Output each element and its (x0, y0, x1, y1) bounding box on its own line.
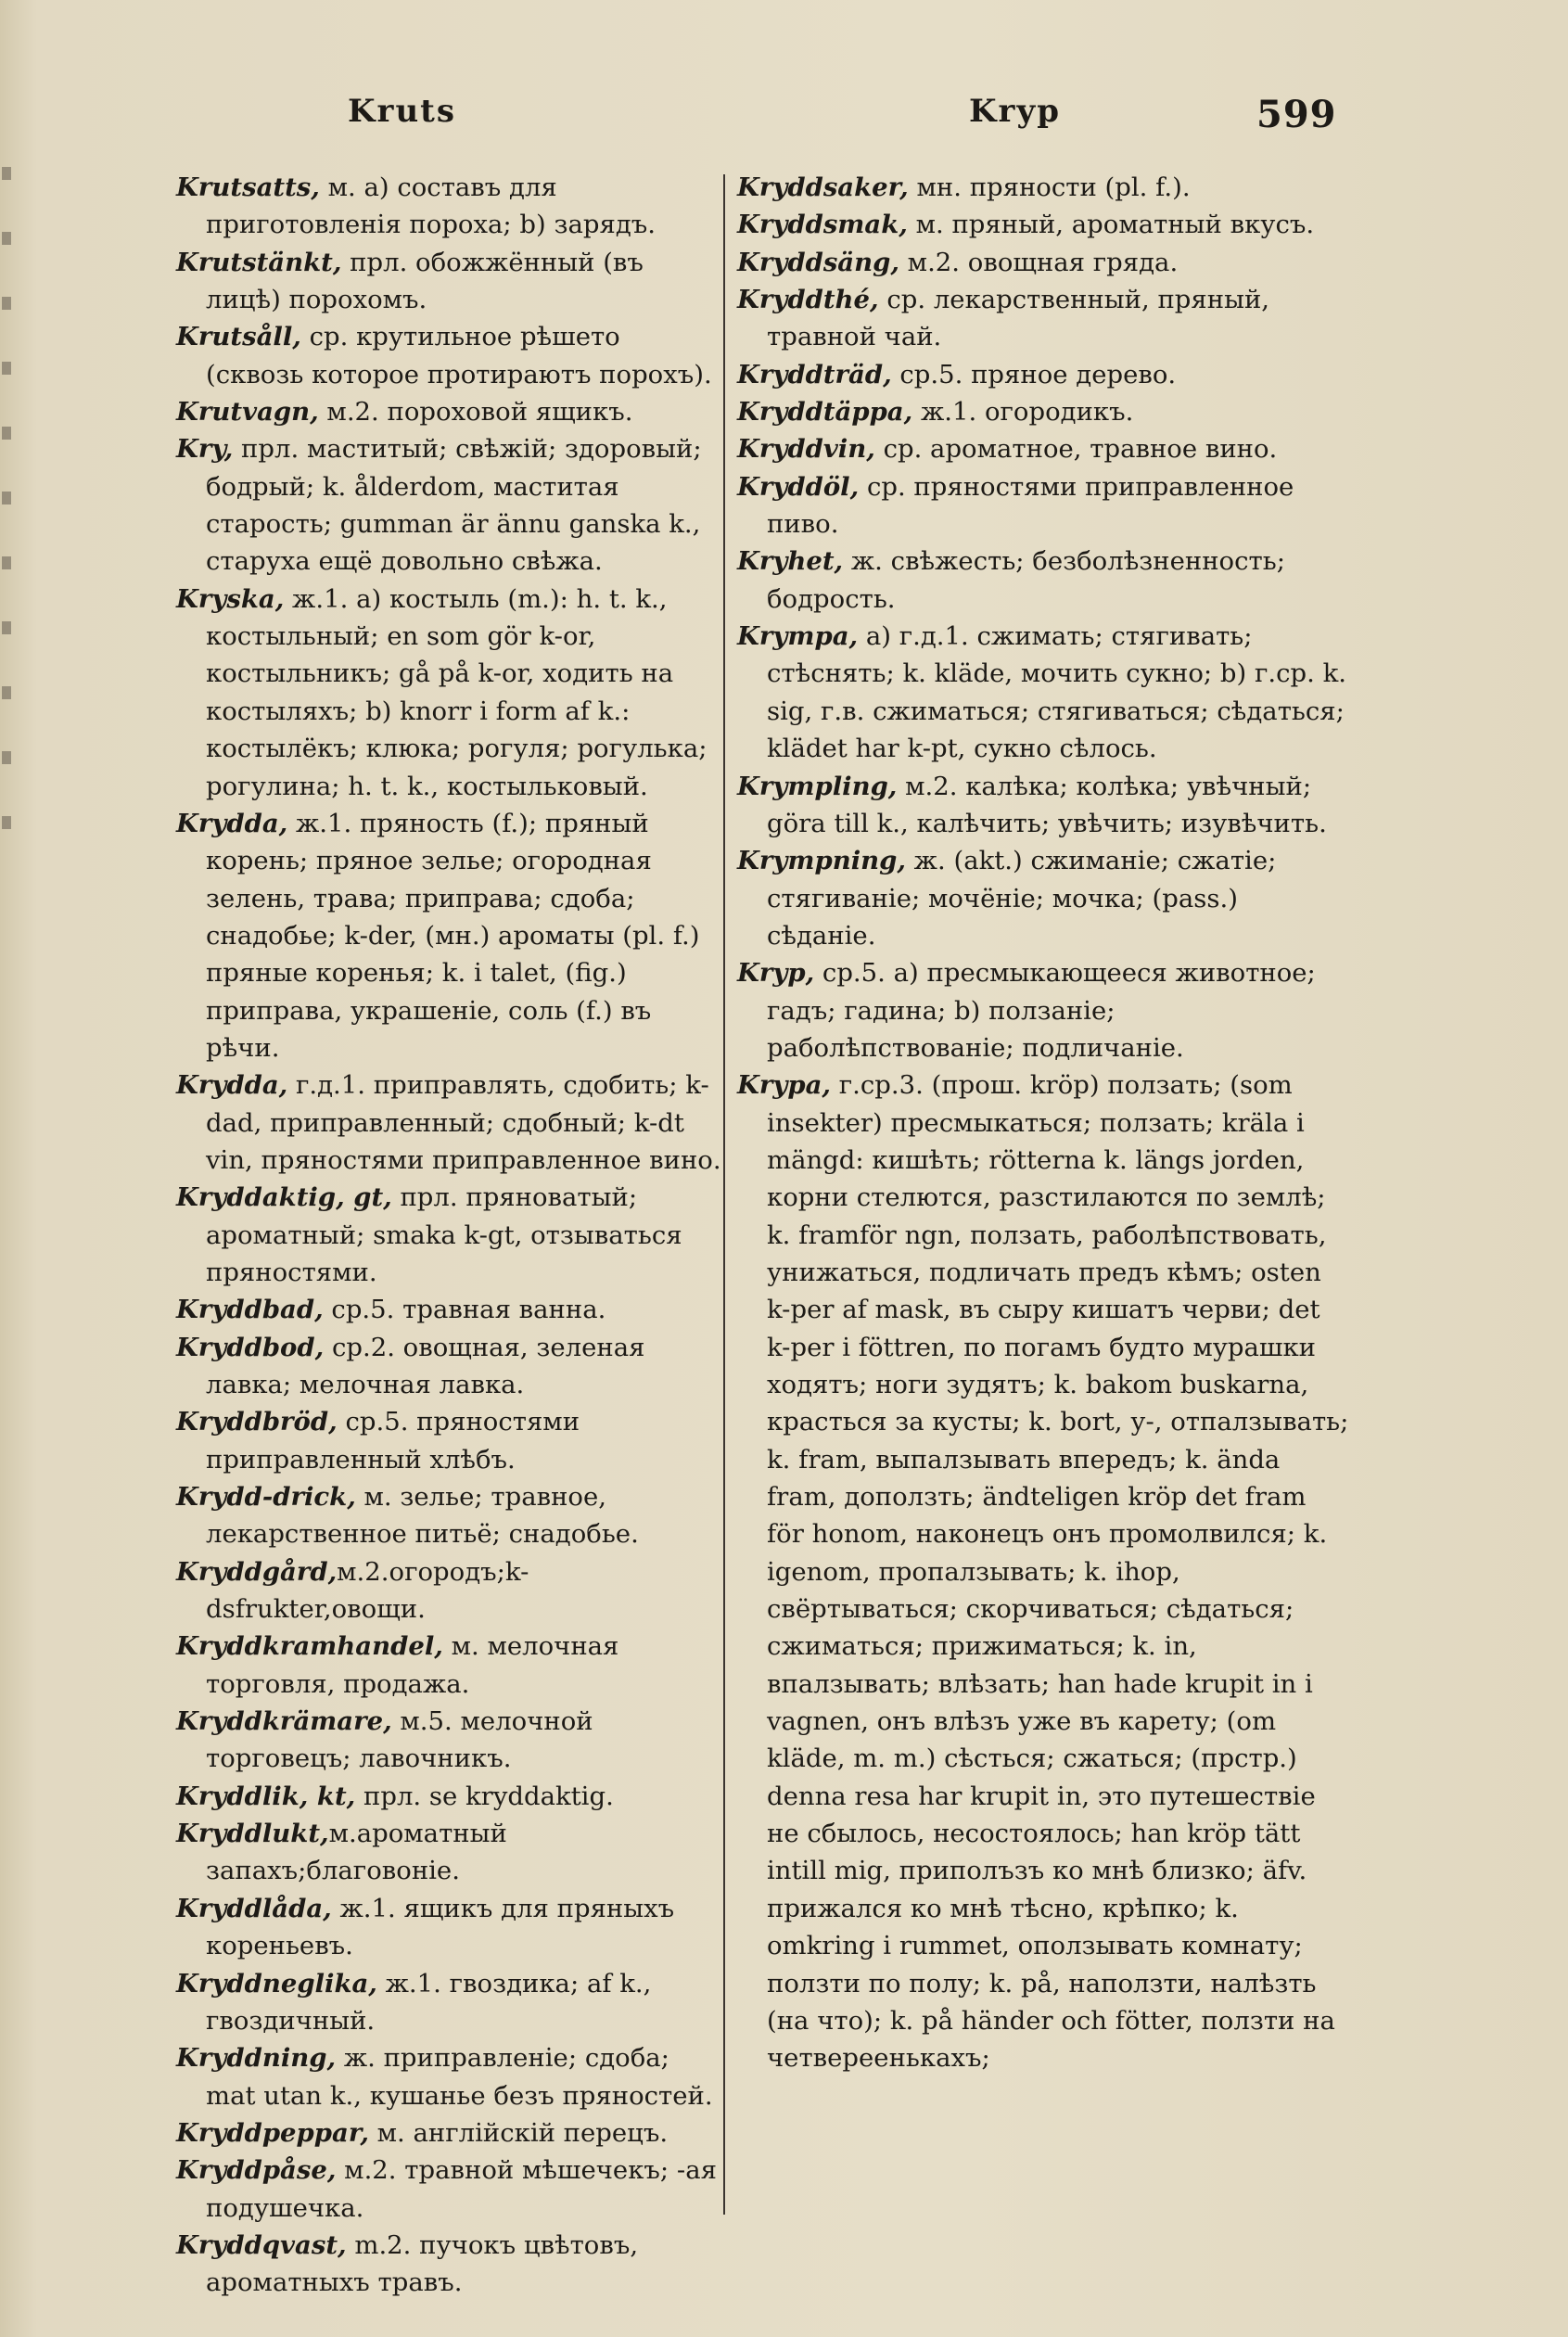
entry-headword: Kryddning, (176, 2043, 337, 2074)
running-header (0, 93, 1568, 148)
entry-headword: Kryddpåse, (176, 2155, 337, 2186)
dictionary-entry (176, 318, 723, 393)
entry-gloss: ср.2. овощная, зеленая лавка; мелочная лавка. (206, 1332, 645, 1399)
entry-gloss: ж. свѣжесть; безболѣзненность; бодрость. (767, 546, 1285, 614)
entry-gloss: ж.1. огородикъ. (912, 397, 1134, 428)
dictionary-entry (176, 1478, 723, 1553)
dictionary-entry (737, 244, 1349, 281)
entry-gloss: м.2. травной мѣшечекъ; -ая подушечка. (206, 2155, 717, 2223)
entry-headword: Krydd-drick, (176, 1482, 356, 1513)
dictionary-entry (176, 2114, 723, 2152)
dictionary-entry (176, 805, 723, 1066)
dictionary-entry (176, 581, 723, 805)
entry-gloss: м.2. калѣка; колѣка; увѣчный; göra till k., калѣчить; увѣчить; изувѣчить. (767, 771, 1327, 838)
entry-headword: Kryddbröd, (176, 1407, 338, 1437)
entry-gloss: ж.1. пряность (f.); пряный корень; пряное зелье; огородная зелень, трава; приправа; сдоба; снадобье; k-der, (мн.) ароматы (pl. f.) пряные коренья; k. i talet, (fig.) приправа, украшеніе, соль (f.) въ рѣчи. (206, 808, 700, 1063)
entry-headword: Kryddöl, (737, 471, 860, 502)
dictionary-entry (737, 768, 1349, 843)
dictionary-entry (737, 954, 1349, 1066)
entry-headword: Kryddlåda, (176, 1893, 332, 1923)
dictionary-entry (176, 430, 723, 580)
entry-gloss: г.ср.3. (прош. kröp) ползать; (som insekter) пресмыкаться; ползать; kräla i mängd: кишѣть; rötterna k. längs jorden, корни стелются, разстилаются по землѣ; k. framför ngn, ползать, раболѣпствовать, унижаться, подличать предъ кѣмъ; osten k-per af mask, въ сыру кишатъ черви; det k-per i föttren, по погамъ будто мурашки ходятъ; ноги зудятъ; k. bakom buskarna, красться за кусты; k. bort, у-, отпалзывать; k. fram, выпалзывать впередъ; k. ända fram, доползть; ändteligen kröp det fram för honom, наконецъ онъ промолвился; k. igenom, пропалзывать; k. ihop, свёртываться; скорчиваться; сѣдаться; сжиматься; прижиматься; k. in, впалзывать; влѣзать; han hade krupit in i vagnen, онъ влѣзъ уже въ карету; (om kläde, m. m.) сѣсться; сжаться; (прстр.) denna resa har krupit in, это путешествіе не сбылось, несостоялось; han kröp tätt intill mig, приполъзъ ко мнѣ близко; äfv. прижался ко мнѣ тѣсно, крѣпко; k. omkring i rummet, оползывать комнату; ползти по полу; k. på, наползти, налѣзть (на что); k. på händer och fötter, ползти на четвереенькахъ; (767, 1070, 1349, 2074)
entry-gloss: ср.5. травная ванна. (323, 1295, 606, 1325)
entry-headword: Kryddneglika, (176, 1968, 377, 1999)
entry-headword: Kryddbad, (176, 1295, 324, 1325)
dictionary-entry (176, 1703, 723, 1778)
dictionary-entry (176, 1329, 723, 1404)
entry-gloss: прл. обожжённый (въ лицѣ) порохомъ. (206, 247, 644, 315)
dictionary-entry (737, 393, 1349, 430)
entry-headword: Kryddsmak, (737, 210, 908, 240)
entry-headword: Krydda, (176, 808, 288, 838)
entry-headword: Kryddthé, (737, 285, 879, 315)
entry-headword: Kryska, (176, 583, 285, 614)
entry-gloss: прл. пряноватый; ароматный; smaka k-gt, отзываться пряностями. (206, 1182, 682, 1287)
entry-headword: Krydda, (176, 1070, 288, 1101)
entry-headword: Kryddpeppar, (176, 2117, 369, 2148)
entry-gloss: ж. (akt.) сжиманіе; сжатіе; стягиваніе; мочёніе; мочка; (pass.) сѣданіе. (767, 846, 1277, 951)
entry-headword: Kry, (176, 434, 234, 465)
dictionary-entry (737, 543, 1349, 618)
entry-headword: Kryddvin, (737, 434, 875, 465)
entry-gloss: мн. пряности (pl. f.). (908, 172, 1191, 202)
entry-headword: Kryddkrämare, (176, 1706, 392, 1737)
dictionary-entry (737, 468, 1349, 543)
entry-gloss: ср. ароматное, травное вино. (874, 434, 1278, 465)
entry-headword: Kryddgård, (176, 1556, 338, 1587)
dictionary-entry (737, 356, 1349, 393)
dictionary-entry (176, 1778, 723, 1815)
column-divider (723, 174, 725, 2215)
entry-gloss: ж.1. a) костыль (m.): h. t. k., костыльный; en som gör k-or, костыльникъ; gå på k-or, ходить на костыляхъ; b) knorr i form af k.: костылёкъ; клюка; рогуля; рогулька; рогулина; h. t. k., костыльковый. (206, 583, 708, 801)
entry-headword: Kryhet, (737, 546, 844, 577)
entry-gloss: м.2.огородъ;k-dsfrukter,овощи. (206, 1556, 529, 1625)
dictionary-entry (737, 281, 1349, 356)
entry-headword: Kryddsäng, (737, 247, 899, 277)
dictionary-entry (176, 2039, 723, 2114)
left-column (176, 169, 723, 2302)
entry-headword: Kryddträd, (737, 359, 892, 390)
entry-headword: Kryddqvast, (176, 2229, 347, 2260)
dictionary-entry (737, 206, 1349, 243)
right-column (737, 169, 1349, 2077)
entry-headword: Kryddlik, kt, (176, 1781, 356, 1811)
entry-gloss: м. пряный, ароматный вкусъ. (907, 210, 1315, 240)
entry-headword: Krympning, (737, 846, 906, 876)
entry-gloss: ср.5. пряностями приправленный хлѣбъ. (206, 1407, 580, 1475)
entry-headword: Krympling, (737, 771, 898, 801)
header-left-guideword: Kruts (348, 93, 457, 130)
entry-headword: Krutsatts, (176, 172, 320, 202)
entry-gloss: м.5. мелочной торговецъ; лавочникъ. (206, 1706, 593, 1774)
dictionary-entry (176, 1553, 723, 1628)
dictionary-entry (176, 2152, 723, 2227)
entry-gloss: ж.1. гвоздика; af k., гвоздичный. (206, 1968, 652, 2036)
entry-headword: Kryp, (737, 958, 815, 989)
entry-gloss: г.д.1. приправлять, сдобить; k-dad, приправленный; сдобный; k-dt vin, пряностями приправленное вино. (206, 1070, 721, 1175)
entry-headword: Kryddkramhandel, (176, 1631, 443, 1662)
entry-gloss: м. a) составъ для приготовленія пороха; b) зарядъ. (206, 172, 656, 240)
entry-gloss: м. англійскій перецъ. (368, 2117, 669, 2148)
dictionary-entry (176, 1066, 723, 1179)
entry-gloss: ср. лекарственный, пряный, травной чай. (767, 285, 1270, 352)
entry-gloss: ж.1. ящикъ для пряныхъ кореньевъ. (206, 1893, 675, 1961)
entry-headword: Kryddtäppa, (737, 397, 913, 428)
dictionary-entry (176, 1890, 723, 1965)
dictionary-entry (176, 1291, 723, 1328)
entry-gloss: м. зелье; травное, лекарственное питьё; снадобье. (206, 1482, 639, 1550)
entry-gloss: м. мелочная торговля, продажа. (206, 1631, 619, 1699)
dictionary-entry (176, 169, 723, 244)
entry-gloss: m.2. пучокъ цвѣтовъ, ароматныхъ травъ. (206, 2229, 639, 2298)
entry-gloss: ср. пряностями приправленное пиво. (767, 471, 1294, 540)
dictionary-entry (176, 1815, 723, 1890)
dictionary-entry (176, 1965, 723, 2040)
entry-gloss: прл. маститый; свѣжій; здоровый; бодрый; k. ålderdom, маститая старость; gumman är ännu ganska k., старуха ещё довольно свѣжа. (206, 434, 702, 577)
dictionary-entry (737, 842, 1349, 954)
dictionary-entry (176, 1403, 723, 1478)
entry-gloss: ср.5. a) пресмыкающееся животное; гадъ; гадина; b) ползаніе; раболѣпствованіе; подличаніе. (767, 958, 1316, 1063)
entry-gloss: ж. приправленіе; сдоба; mat utan k., кушанье безъ пряностей. (206, 2043, 713, 2111)
entry-headword: Krutstänkt, (176, 247, 342, 277)
dictionary-entry (176, 1179, 723, 1291)
dictionary-entry (737, 618, 1349, 767)
dictionary-entry (176, 393, 723, 430)
dictionary-entry (737, 169, 1349, 206)
entry-gloss: м.2. овощная гряда. (899, 247, 1179, 277)
dictionary-entry (737, 1066, 1349, 2076)
dictionary-entry (737, 430, 1349, 467)
page-number: 599 (1256, 93, 1337, 136)
entry-gloss: ср. крутильное рѣшето (сквозь которое протираютъ порохъ). (206, 322, 712, 390)
entry-headword: Kryddaktig, gt, (176, 1182, 392, 1213)
entry-headword: Kryddlukt, (176, 1819, 329, 1849)
entry-headword: Kryddsaker, (737, 172, 909, 202)
dictionary-entry (176, 244, 723, 319)
header-right-guideword: Kryp (969, 93, 1061, 130)
entry-headword: Kryddbod, (176, 1332, 325, 1362)
entry-gloss: ср.5. пряное дерево. (891, 359, 1177, 390)
entry-gloss: м.2. пороховой ящикъ. (318, 397, 633, 428)
entry-headword: Krypa, (737, 1070, 831, 1101)
entry-gloss: прл. se kryddaktig. (355, 1781, 614, 1811)
entry-headword: Krutsåll, (176, 322, 301, 352)
entry-headword: Krutvagn, (176, 397, 319, 428)
entry-headword: Krympa, (737, 621, 859, 652)
entry-gloss: м.ароматный запахъ;благовоніе. (206, 1819, 507, 1886)
entry-gloss: a) г.д.1. сжимать; стягивать; стѣснять; k. kläde, мочить сукно; b) г.ср. k. sig, г.в. сжиматься; стягиваться; сѣдаться; klädet har k-pt, сукно сѣлось. (767, 621, 1346, 764)
page-edge-marks (0, 167, 19, 1094)
dictionary-entry (176, 2227, 723, 2302)
dictionary-entry (176, 1628, 723, 1703)
